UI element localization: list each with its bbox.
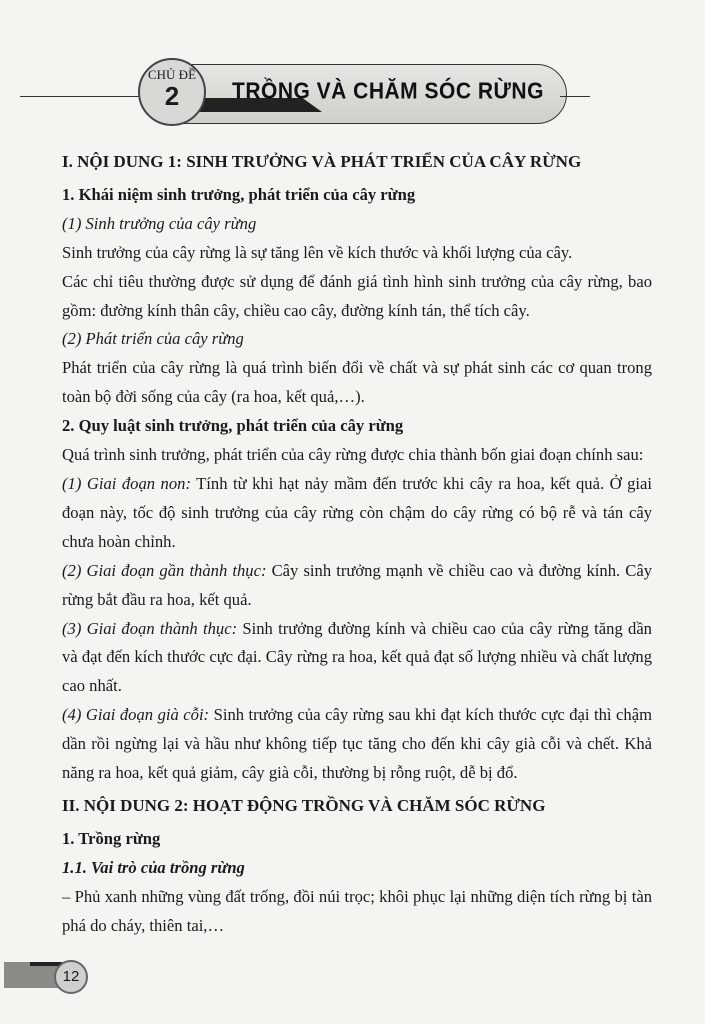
subsection-heading: 1. Khái niệm sinh trưởng, phát triển của cây rừng: [62, 184, 416, 204]
stage-paragraph: [62, 615, 652, 702]
paragraph: Phát triển của cây rừng là quá trình biến đổi về chất và sự phát sinh các cơ quan trong toàn bộ đời sống của cây (ra hoa, kết quả,…).: [62, 358, 652, 407]
stage-text: Sinh trưởng của cây rừng sau khi đạt kích thước cực đại thì chậm dần rồi ngừng lại và hầu như không tiếp tục tăng cho đến khi cây già cỗi và chết. Khả năng ra hoa, kết quả giảm, cây già cỗi, thường bị rỗng ruột, dễ bị đổ.: [62, 705, 652, 783]
paragraph: Các chỉ tiêu thường được sử dụng để đánh giá tình hình sinh trưởng của cây rừng, bao gồm: đường kính thân cây, chiều cao cây, đường kính tán, thể tích cây.: [62, 271, 652, 320]
stage-text: Cây sinh trưởng mạnh về chiều cao và đường kính. Cây rừng bắt đầu ra hoa, kết quả.: [62, 560, 652, 609]
subsection-heading: 1. Trồng rừng: [62, 828, 161, 848]
page-title: TRỒNG VÀ CHĂM SÓC RỪNG: [232, 78, 544, 105]
stage-paragraph: [62, 470, 652, 557]
section-heading: II. NỘI DUNG 2: HOẠT ĐỘNG TRỒNG VÀ CHĂM SÓC RỪNG: [62, 795, 546, 815]
subheading: (2) Phát triển của cây rừng: [62, 329, 244, 349]
page-footer: [0, 960, 90, 990]
document-body: [62, 148, 652, 940]
stage-text: Tính từ khi hạt nảy mầm đến trước khi cây ra hoa, kết quả. Ở giai đoạn này, tốc độ sinh trưởng của cây rừng còn chậm do cây rừng có bộ rễ và tán cây chưa hoàn chỉnh.: [62, 473, 652, 551]
page-number: 12: [54, 960, 88, 994]
stage-paragraph: [62, 701, 652, 788]
stage-label: (1) Giai đoạn non:: [62, 473, 191, 493]
stage-paragraph: [62, 557, 652, 615]
section-heading: I. NỘI DUNG 1: SINH TRƯỞNG VÀ PHÁT TRIỂN CỦA CÂY RỪNG: [62, 152, 582, 171]
topic-label: CHỦ ĐỀ: [147, 67, 197, 82]
paragraph: Sinh trưởng của cây rừng là sự tăng lên về kích thước và khối lượng của cây.: [62, 242, 573, 262]
paragraph: Quá trình sinh trưởng, phát triển của cây rừng được chia thành bốn giai đoạn chính sau:: [62, 445, 644, 465]
subheading: (1) Sinh trưởng của cây rừng: [62, 213, 257, 233]
topic-number: 2: [164, 81, 180, 111]
stage-label: (3) Giai đoạn thành thục:: [62, 618, 238, 638]
stage-label: (2) Giai đoạn gần thành thục:: [62, 560, 267, 580]
divider: [20, 96, 140, 97]
stage-text: Sinh trưởng đường kính và chiều cao của cây rừng tăng dần và đạt đến kích thước cực đại. Cây rừng ra hoa, kết quả đạt số lượng nhiều và chất lượng cao nhất.: [62, 618, 652, 696]
paragraph: – Phủ xanh những vùng đất trống, đồi núi trọc; khôi phục lại những diện tích rừng bị tàn phá do cháy, thiên tai,…: [62, 886, 652, 935]
topic-header: [130, 58, 570, 134]
divider: [560, 96, 590, 97]
stage-label: (4) Giai đoạn già cỗi:: [62, 705, 210, 725]
subheading: 1.1. Vai trò của trồng rừng: [62, 857, 245, 877]
topic-badge: [138, 58, 206, 126]
subsection-heading: 2. Quy luật sinh trưởng, phát triển của cây rừng: [62, 416, 404, 436]
